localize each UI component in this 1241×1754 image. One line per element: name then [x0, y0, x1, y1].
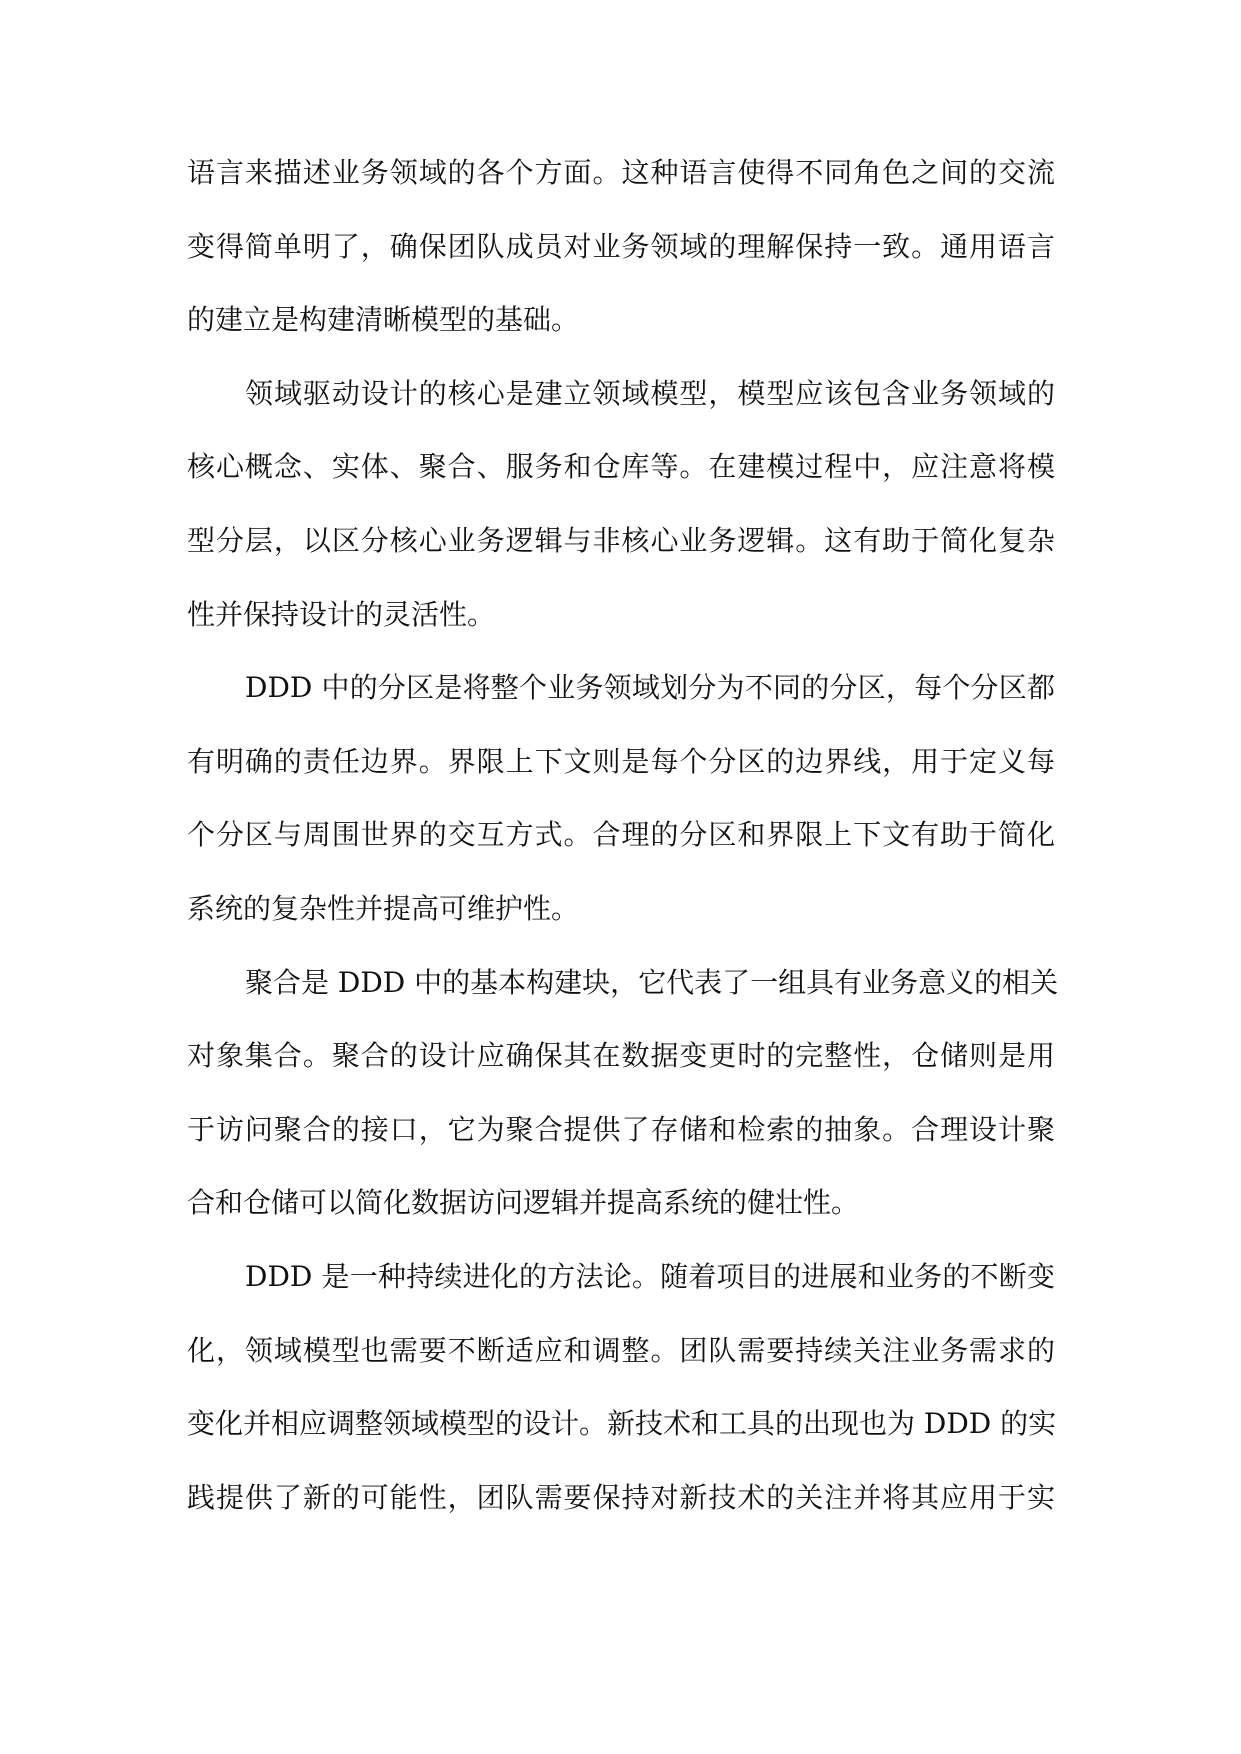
paragraph-line: 的建立是构建清晰模型的基础。	[187, 303, 580, 337]
paragraph-line: DDD 中的分区是将整个业务领域划分为不同的分区，每个分区都	[245, 671, 1055, 705]
paragraph-line: 对象集合。聚合的设计应确保其在数据变更时的完整性，仓储则是用	[187, 1039, 1055, 1073]
paragraph-line: 践提供了新的可能性，团队需要保持对新技术的关注并将其应用于实	[187, 1480, 1055, 1514]
paragraph-line: 型分层，以区分核心业务逻辑与非核心业务逻辑。这有助于简化复杂	[187, 523, 1055, 557]
paragraph-3	[187, 651, 1055, 945]
paragraph-line: DDD 是一种持续进化的方法论。随着项目的进展和业务的不断变	[245, 1259, 1055, 1293]
paragraph-line: 变得简单明了，确保团队成员对业务领域的理解保持一致。通用语言	[187, 229, 1055, 263]
paragraph-line: 核心概念、实体、聚合、服务和仓库等。在建模过程中，应注意将模	[187, 450, 1055, 484]
paragraph-line: 语言来描述业务领域的各个方面。这种语言使得不同角色之间的交流	[187, 156, 1055, 189]
paragraph-line: 变化并相应调整领域模型的设计。新技术和工具的出现也为 DDD 的实	[187, 1407, 1057, 1441]
paragraph-line: 合和仓储可以简化数据访问逻辑并提高系统的健壮性。	[187, 1186, 860, 1220]
paragraph-4	[187, 946, 1059, 1240]
paragraph-line: 性并保持设计的灵活性。	[187, 597, 496, 631]
paragraph-1	[187, 136, 1055, 357]
paragraph-line: 于访问聚合的接口，它为聚合提供了存储和检索的抽象。合理设计聚	[187, 1112, 1055, 1146]
paragraph-5	[187, 1240, 1055, 1534]
paragraph-2	[187, 357, 1055, 651]
paragraph-line: 领域驱动设计的核心是建立领域模型，模型应该包含业务领域的	[245, 376, 1055, 410]
paragraph-line: 聚合是 DDD 中的基本构建块，它代表了一组具有业务意义的相关	[245, 965, 1059, 999]
paragraph-line: 有明确的责任边界。界限上下文则是每个分区的边界线，用于定义每	[187, 744, 1055, 778]
paragraph-line: 系统的复杂性并提高可维护性。	[187, 891, 580, 925]
document-body	[187, 136, 1059, 1534]
paragraph-line: 化，领域模型也需要不断适应和调整。团队需要持续关注业务需求的	[187, 1333, 1055, 1367]
paragraph-line: 个分区与周围世界的交互方式。合理的分区和界限上下文有助于简化	[187, 818, 1055, 852]
